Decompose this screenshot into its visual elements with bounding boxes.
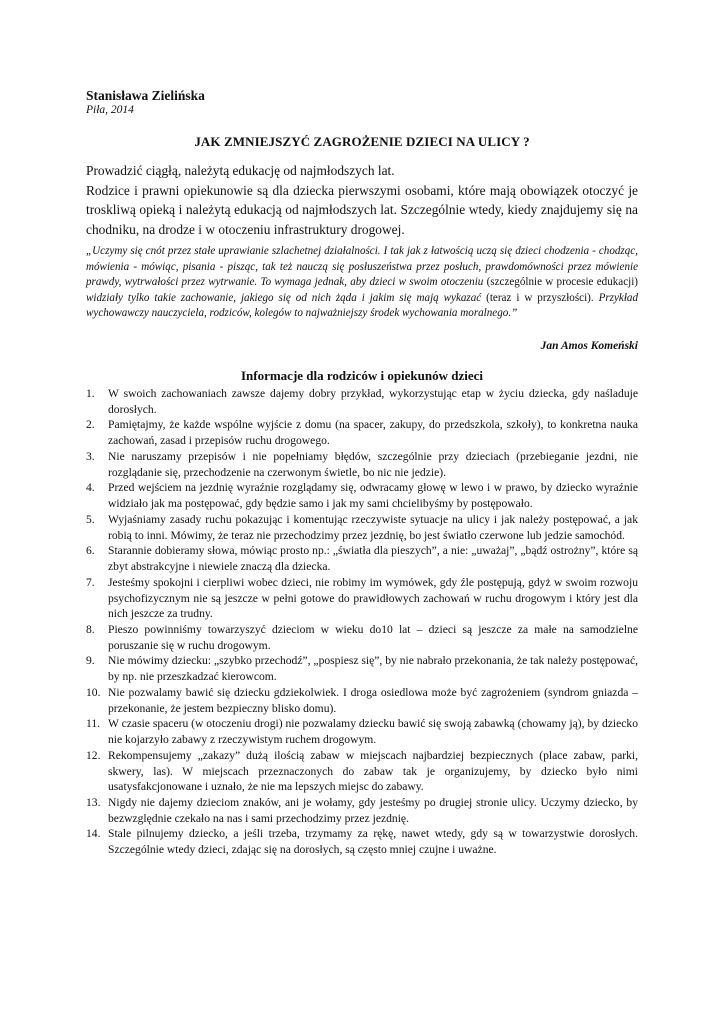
list-item: [86, 748, 638, 795]
list-item-text: Pieszo powinniśmy towarzyszyć dzieciom w wieku do10 lat – dzieci są jeszcze za małe na samodzielne poruszanie się w ruchu drogowym.: [108, 622, 638, 652]
list-item-number: 4.: [86, 481, 95, 495]
intro-paragraph-2: Rodzice i prawni opiekunowie są dla dziecka pierwszymi osobami, które mają obowiązek otoczyć je troskliwą opieką i należytą edukacją od najmłodszych lat. Szczególnie wtedy, kiedy znajdujemy się na chodniku, na drodze i w otoczeniu infrastruktury drogowej.: [86, 182, 638, 237]
intro-block: [86, 161, 638, 239]
list-item-number: 8.: [86, 622, 95, 636]
list-item-number: 1.: [86, 387, 95, 400]
list-item-text: Nie pozwalamy bawić się dziecku gdziekolwiek. I droga osiedlowa może być zagrożeniem (syndrom gniazda – przekonanie, że jestem bezpieczny blisko domu).: [108, 685, 638, 715]
list-item-number: 13.: [86, 796, 101, 809]
list-item: [86, 543, 638, 574]
list-item-number: 3.: [86, 449, 95, 463]
list-item-text: Wyjaśniamy zasady ruchu pokazując i komentując rzeczywiste sytuacje na ulicy i jak należy postępować, a jak robią to inni. Mówimy, że teraz nie przechodzimy przez jezdnię, bo jest światło czerwone lub jedzie samochód.: [108, 512, 638, 542]
list-item-number: 2.: [86, 418, 95, 432]
list-item-text: Rekompensujemy „zakazy” dużą ilością zabaw w miejscach najbardziej bezpiecznych (place zabaw, parki, skwery, las). W miejscach przeznaczonych do zabaw tak je organizujemy, by dziecko było nimi usatysfakcjonowane i uznało, że nie ma lepszych miejsc do zabawy.: [108, 748, 638, 794]
author-name: Stanisława Zielińska: [86, 88, 205, 103]
list-item-number: 5.: [86, 512, 95, 526]
list-item: [86, 716, 638, 747]
list-item: [86, 512, 638, 543]
quote-part: Przykład wychowawczy nauczyciela, rodziców, kolegów to najważniejszy środek wychowania moralnego.”: [86, 291, 639, 320]
list-item: [86, 685, 638, 716]
place-date: Piła, 2014: [86, 104, 134, 116]
list-item-text: W czasie spaceru (w otoczeniu drogi) nie pozwalamy dziecku bawić się swoją zabawką (chowamy ją), by dziecko nie kojarzyło zabawy z rzeczywistym ruchem drogowym.: [108, 717, 638, 747]
list-item: [86, 417, 638, 448]
rules-list: [86, 386, 638, 858]
intro-paragraph-1: Prowadzić ciągłą, należytą edukację od najmłodszych lat.: [86, 163, 395, 178]
document-title: JAK ZMNIEJSZYĆ ZAGROŻENIE DZIECI NA ULICY ?: [194, 134, 530, 149]
list-item-number: 7.: [86, 575, 95, 589]
quote-part: „Uczymy się cnót przez stałe uprawianie szlachetnej działalności. I tak jak z łatwością uczą się dzieci chodzenia - chodząc, mówienia - mówiąc, pisania - pisząc, tak też nauczą się posłuszeństwa przez posłuch, prawdomówności przez mówienie prawdy, wytrwałości przez wytrwanie. To wymaga jednak, aby dzieci w swoim otoczeniu: [86, 245, 638, 289]
list-item-number: 11.: [86, 717, 101, 731]
list-item-text: Przed wejściem na jezdnię wyraźnie rozglądamy się, odwracamy głowę w lewo i w prawo, by dziecko wyraźnie widziało jak ma postępować, gdy będzie samo i jak my sami chcielibyśmy by postępowało.: [108, 481, 638, 511]
list-item-number: 6.: [86, 544, 95, 558]
list-item: [86, 826, 638, 857]
list-item-number: 14.: [86, 827, 101, 841]
quote-part: (teraz i w przyszłości).: [481, 291, 599, 304]
list-item-text: Nie mówimy dziecku: „szybko przechodź”, „pospiesz się”, by nie nabrało przekonania, że tak należy postępować, by np. nie przeszkadzać kierowcom.: [108, 654, 638, 684]
list-item: [86, 386, 638, 417]
list-item-text: Nie naruszamy przepisów i nie popełniamy błędów, szczególnie przy dzieciach (przebieganie jezdni, nie rozglądanie się, przechodzenie na czerwonym świetle, bo nic nie jedzie).: [108, 449, 638, 479]
section-title: Informacje dla rodziców i opiekunów dzieci: [240, 368, 484, 383]
list-item-number: 12.: [86, 748, 101, 762]
list-item-text: Stale pilnujemy dziecko, a jeśli trzeba, trzymamy za rękę, nawet wtedy, gdy są w towarzystwie dorosłych. Szczególnie wtedy dzieci, zdając się na dorosłych, są często mniej czujne i uważne.: [108, 827, 638, 857]
list-item: [86, 575, 638, 622]
list-item-text: Jesteśmy spokojni i cierpliwi wobec dzieci, nie robimy im wymówek, gdy źle postępują, gdyż w swoim rozwoju psychofizycznym nie są jeszcze w pełni gotowe do prawidłowych zachowań w ruchu drogowym i który jest dla nich jeszcze za trudny.: [108, 575, 638, 621]
quote-part: widziały tylko takie zachowanie, jakiego się od nich żąda i jakim się mają wykazać: [86, 291, 482, 304]
list-item: [86, 653, 638, 684]
list-item-text: Starannie dobieramy słowa, mówiąc prosto np.: „światła dla pieszych”, a nie: „uważaj”, „bądź ostrożny”, które są zbyt abstrakcyjne i niewiele znaczą dla dziecka.: [108, 544, 638, 574]
list-item: [86, 795, 638, 826]
quote-part: (szczególnie w procesie edukacji): [483, 276, 638, 289]
list-item-number: 10.: [86, 685, 101, 699]
list-item-number: 9.: [86, 654, 95, 668]
quote-author: Jan Amos Komeński: [540, 340, 638, 352]
list-item-text: W swoich zachowaniach zawsze dajemy dobry przykład, wykorzystując etap w życiu dziecka, gdy naśladuje dorosłych.: [108, 387, 638, 416]
list-item-text: Pamiętajmy, że każde wspólne wyjście z domu (na spacer, zakupy, do przedszkola, szkoły), to konkretna nauka zachowań, zasad i przepisów ruchu drogowego.: [108, 418, 638, 448]
list-item: [86, 449, 638, 480]
list-item-text: Nigdy nie dajemy dzieciom znaków, ani je wołamy, gdy jesteśmy po drugiej stronie ulicy. Uczymy dziecko, by bezwzględnie czekało na nas i sami przechodzimy przez jezdnię.: [108, 796, 638, 825]
quote-block: [86, 244, 638, 322]
list-item: [86, 480, 638, 511]
list-item: [86, 622, 638, 653]
